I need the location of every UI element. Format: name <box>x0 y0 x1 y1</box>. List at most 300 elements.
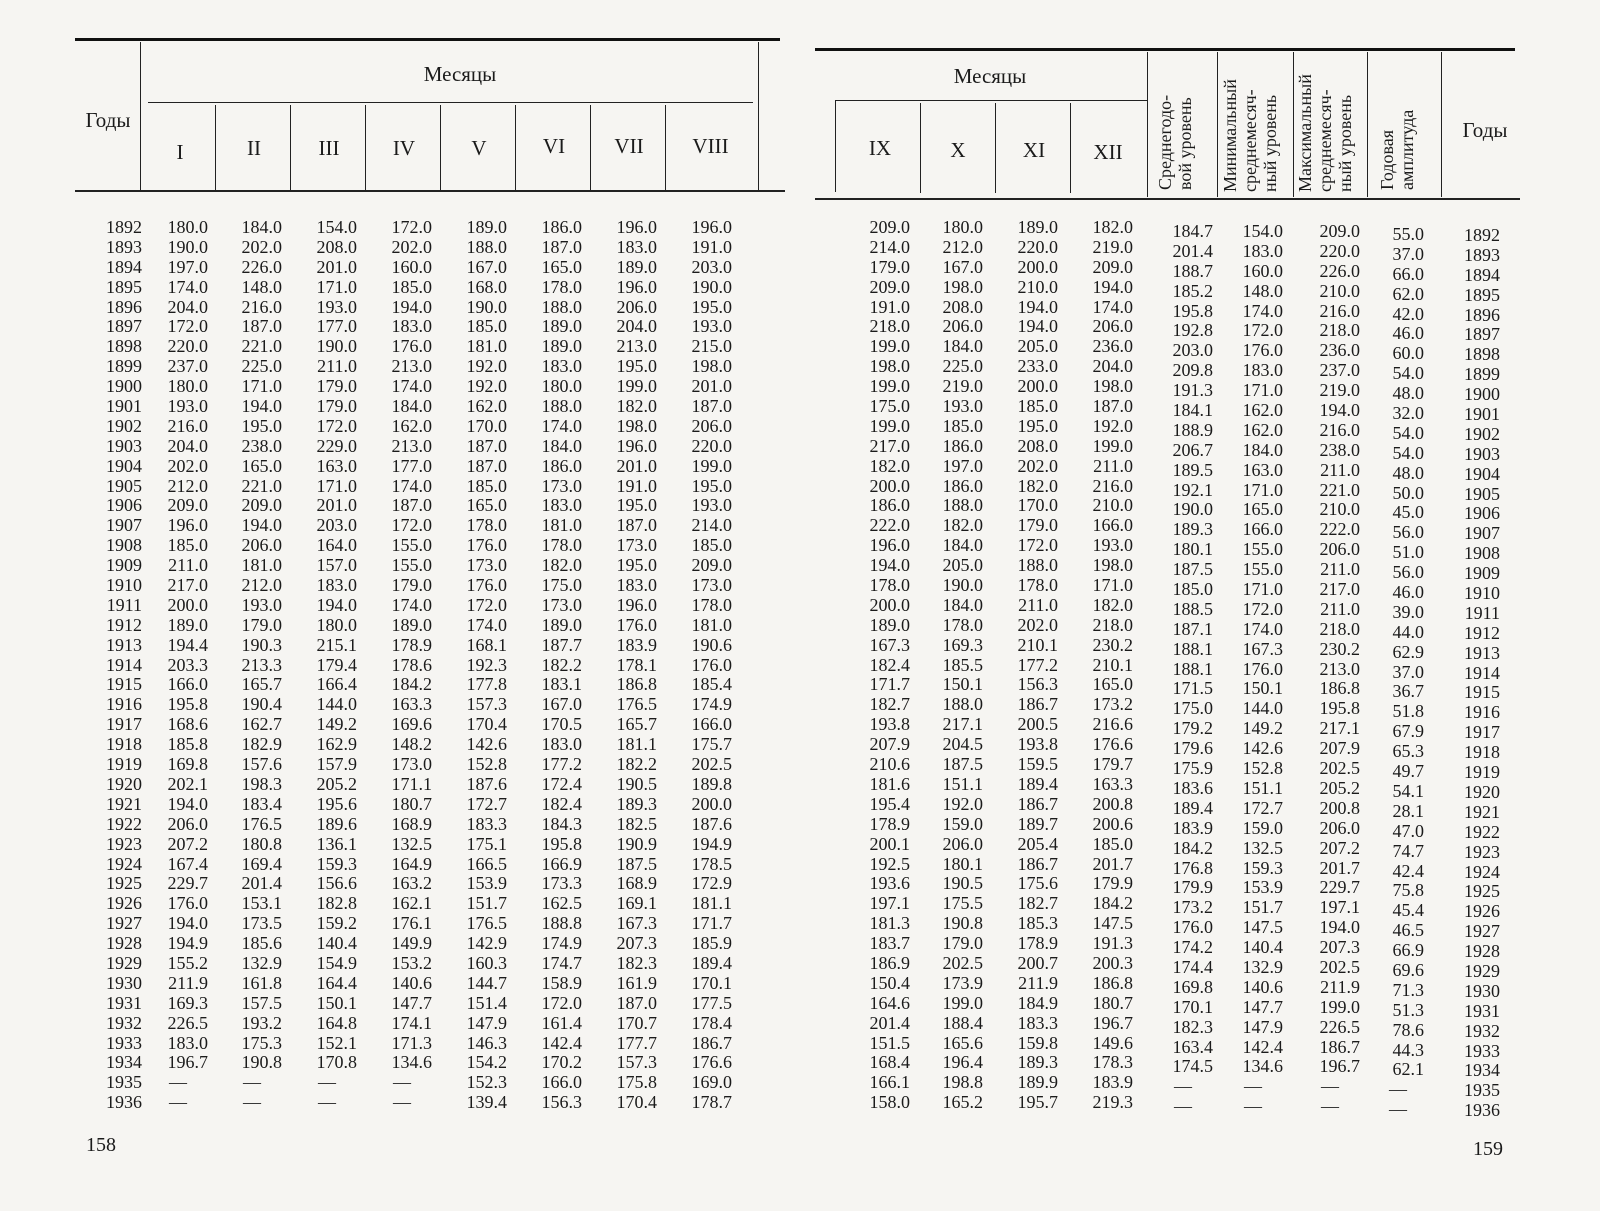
table-cell: 202.1 <box>167 773 208 794</box>
table-cell: 200.5 <box>1017 714 1058 735</box>
table-cell: 207.2 <box>1319 837 1360 858</box>
table-cell: 192.0 <box>1092 415 1133 436</box>
table-cell: 183.0 <box>616 236 657 257</box>
table-cell: 193.0 <box>942 396 983 417</box>
table-cell: 205.4 <box>1017 833 1058 854</box>
month-IV-column <box>372 218 432 1113</box>
table-cell: 211.9 <box>1320 976 1360 997</box>
table-cell: 147.9 <box>466 1012 507 1033</box>
table-cell: 188.0 <box>541 296 582 317</box>
table-cell: 180.8 <box>241 833 282 854</box>
table-cell: 183.0 <box>1242 360 1283 381</box>
table-cell: 230.2 <box>1092 634 1133 655</box>
table-cell: 201.4 <box>1172 240 1213 261</box>
table-cell: 170.5 <box>541 714 582 735</box>
table-cell: 1927 <box>106 913 142 934</box>
max-level-column <box>1300 222 1360 1117</box>
month-II-column <box>222 218 282 1113</box>
table-cell: 193.0 <box>167 396 208 417</box>
table-cell: 217.1 <box>942 714 983 735</box>
table-cell: 180.0 <box>167 217 208 237</box>
table-cell: 213.0 <box>616 336 657 357</box>
table-cell: 179.0 <box>942 933 983 954</box>
table-cell: 171.0 <box>316 475 357 496</box>
table-cell: 187.0 <box>616 515 657 536</box>
table-cell: 1900 <box>106 376 142 397</box>
table-cell: 178.7 <box>691 1092 732 1113</box>
table-cell: 147.5 <box>1242 917 1283 938</box>
table-cell: 173.3 <box>541 873 582 894</box>
table-cell: 197.1 <box>869 893 910 914</box>
table-cell: 198.0 <box>869 356 910 377</box>
table-cell: 191.0 <box>869 296 910 317</box>
table-cell: 179.0 <box>316 376 357 397</box>
table-cell: — <box>243 1072 261 1093</box>
table-cell: 189.3 <box>1017 1052 1058 1073</box>
table-cell: 200.0 <box>1017 376 1058 397</box>
table-cell: 170.4 <box>466 714 507 735</box>
table-cell: 210.1 <box>1017 634 1058 655</box>
table-cell: 168.6 <box>167 714 208 735</box>
table-cell: 171.3 <box>391 1032 432 1053</box>
table-cell: 195.0 <box>691 296 732 317</box>
table-cell: 195.0 <box>616 495 657 516</box>
table-cell: 152.8 <box>1242 758 1283 779</box>
table-cell: 62.1 <box>1392 1059 1424 1080</box>
table-cell: 176.5 <box>616 694 657 715</box>
table-cell: 222.0 <box>1319 519 1360 540</box>
table-cell: 209.0 <box>869 276 910 297</box>
table-cell: 219.0 <box>1319 380 1360 401</box>
table-cell: 199.0 <box>691 455 732 476</box>
header-divider <box>1441 52 1442 197</box>
table-cell: 174.0 <box>1092 296 1133 317</box>
table-cell: 171.7 <box>691 913 732 934</box>
table-cell: 204.0 <box>167 296 208 317</box>
table-cell: 172.7 <box>466 793 507 814</box>
table-cell: 211.9 <box>1018 972 1058 993</box>
years-header: Годы <box>1462 118 1508 142</box>
table-cell: 147.7 <box>1242 996 1283 1017</box>
table-cell: 203.3 <box>167 654 208 675</box>
table-cell: 177.8 <box>466 674 507 695</box>
col-divider <box>665 105 666 190</box>
table-cell: 188.1 <box>1172 638 1213 659</box>
table-cell: 216.0 <box>1319 300 1360 321</box>
table-cell: 192.0 <box>466 356 507 377</box>
table-cell: 173.0 <box>466 555 507 576</box>
table-cell: 181.6 <box>869 773 910 794</box>
table-cell: 156.3 <box>541 1092 582 1113</box>
table-cell: 183.0 <box>541 734 582 755</box>
table-cell: 187.0 <box>391 495 432 516</box>
table-cell: 165.0 <box>541 256 582 277</box>
table-cell: 172.4 <box>541 773 582 794</box>
table-cell: 132.5 <box>1242 837 1283 858</box>
table-cell: 225.0 <box>241 356 282 377</box>
table-cell: 1894 <box>1464 264 1500 285</box>
table-cell: 173.0 <box>541 594 582 615</box>
table-cell: 160.0 <box>391 256 432 277</box>
years-column <box>80 218 142 1113</box>
table-cell: 222.0 <box>869 515 910 536</box>
table-cell: 189.0 <box>541 316 582 337</box>
table-cell: 210.0 <box>1017 276 1058 297</box>
table-cell: 181.1 <box>691 893 732 914</box>
table-cell: 140.4 <box>316 933 357 954</box>
table-cell: 170.8 <box>316 1052 357 1073</box>
table-cell: 134.6 <box>391 1052 432 1073</box>
table-cell: 39.0 <box>1392 601 1424 622</box>
top-rule <box>815 48 1515 51</box>
table-cell: 185.6 <box>241 933 282 954</box>
mean-level-header: Среднегодо- вой уровень <box>1155 94 1195 190</box>
table-cell: 202.0 <box>391 236 432 257</box>
table-cell: — <box>169 1072 187 1093</box>
table-cell: 185.9 <box>691 933 732 954</box>
table-cell: 159.3 <box>316 853 357 874</box>
col-divider <box>440 105 441 190</box>
table-cell: 182.0 <box>869 455 910 476</box>
table-cell: 158.9 <box>541 972 582 993</box>
table-cell: 74.7 <box>1392 840 1424 861</box>
table-cell: 195.8 <box>167 694 208 715</box>
table-cell: 183.9 <box>1172 817 1213 838</box>
table-cell: 185.8 <box>167 734 208 755</box>
month-header-I: I <box>176 140 184 164</box>
table-cell: 185.0 <box>1017 396 1058 417</box>
table-cell: 174.4 <box>1172 956 1213 977</box>
table-cell: 165.0 <box>1242 499 1283 520</box>
table-cell: 1929 <box>106 952 142 973</box>
table-cell: 1927 <box>1464 921 1500 942</box>
table-cell: 172.0 <box>316 415 357 436</box>
table-cell: 192.8 <box>1172 320 1213 341</box>
table-cell: 44.0 <box>1392 621 1424 642</box>
table-cell: 169.3 <box>167 992 208 1013</box>
table-cell: 181.0 <box>691 614 732 635</box>
table-cell: 214.0 <box>869 236 910 257</box>
table-cell: 193.0 <box>316 296 357 317</box>
table-cell: 167.3 <box>616 913 657 934</box>
table-cell: 176.6 <box>1092 734 1133 755</box>
table-cell: 1934 <box>1464 1060 1500 1081</box>
table-cell: 196.0 <box>691 217 732 237</box>
table-cell: 216.0 <box>1319 419 1360 440</box>
month-X-column <box>923 218 983 1113</box>
table-cell: 219.0 <box>942 376 983 397</box>
table-cell: 189.8 <box>691 773 732 794</box>
table-cell: 1909 <box>1464 563 1500 584</box>
table-cell: 206.0 <box>942 316 983 337</box>
month-header-II: II <box>247 136 261 160</box>
table-cell: 187.0 <box>616 992 657 1013</box>
table-cell: 1895 <box>1464 284 1500 305</box>
table-cell: 168.9 <box>391 813 432 834</box>
table-cell: 187.5 <box>942 754 983 775</box>
table-cell: 71.3 <box>1392 979 1424 1000</box>
table-cell: 188.0 <box>942 694 983 715</box>
table-cell: 188.1 <box>1172 658 1213 679</box>
table-cell: 182.4 <box>541 793 582 814</box>
table-cell: 194.9 <box>167 933 208 954</box>
table-cell: 179.9 <box>1092 873 1133 894</box>
table-cell: 195.0 <box>691 475 732 496</box>
table-cell: 189.9 <box>1017 1072 1058 1093</box>
table-cell: 1921 <box>1464 801 1500 822</box>
table-cell: 178.0 <box>691 594 732 615</box>
table-cell: 164.0 <box>316 535 357 556</box>
table-cell: 194.0 <box>869 555 910 576</box>
months-underline <box>835 100 1147 101</box>
month-VIII-column <box>672 218 732 1113</box>
table-cell: 182.7 <box>1017 893 1058 914</box>
table-cell: 160.0 <box>1242 260 1283 281</box>
table-cell: 190.3 <box>241 634 282 655</box>
table-cell: 202.0 <box>167 455 208 476</box>
table-cell: 189.0 <box>1017 217 1058 237</box>
table-cell: 167.4 <box>167 853 208 874</box>
table-cell: 185.0 <box>391 276 432 297</box>
table-cell: 161.4 <box>541 1012 582 1033</box>
table-cell: 200.7 <box>1017 952 1058 973</box>
table-cell: 184.0 <box>1242 439 1283 460</box>
month-header-X: X <box>950 138 966 162</box>
table-cell: 149.6 <box>1092 1032 1133 1053</box>
table-cell: 173.0 <box>391 754 432 775</box>
col-divider <box>1070 103 1071 193</box>
table-cell: 1911 <box>1464 602 1500 623</box>
table-cell: 187.7 <box>541 634 582 655</box>
table-cell: 177.2 <box>541 754 582 775</box>
table-cell: 1919 <box>106 754 142 775</box>
table-cell: 178.1 <box>616 654 657 675</box>
table-cell: 218.0 <box>1319 618 1360 639</box>
table-cell: 217.0 <box>167 575 208 596</box>
table-cell: 195.0 <box>1017 415 1058 436</box>
table-cell: 210.0 <box>1319 499 1360 520</box>
table-cell: 169.4 <box>241 853 282 874</box>
table-cell: 1899 <box>1464 364 1500 385</box>
header-divider <box>140 42 141 192</box>
table-cell: 54.1 <box>1392 780 1424 801</box>
table-cell: 140.4 <box>1242 937 1283 958</box>
table-cell: 179.4 <box>316 654 357 675</box>
table-cell: 159.0 <box>942 813 983 834</box>
table-cell: 46.0 <box>1392 323 1424 344</box>
table-cell: 182.4 <box>869 654 910 675</box>
table-cell: 230.2 <box>1319 638 1360 659</box>
table-cell: 183.6 <box>1172 777 1213 798</box>
table-cell: 213.0 <box>1319 658 1360 679</box>
table-cell: 45.4 <box>1392 900 1424 921</box>
table-cell: 206.0 <box>691 415 732 436</box>
table-cell: 185.2 <box>1172 280 1213 301</box>
table-cell: 148.2 <box>391 734 432 755</box>
months-header: Месяцы <box>423 62 497 86</box>
table-cell: 1909 <box>106 555 142 576</box>
table-cell: 165.0 <box>241 455 282 476</box>
table-cell: 177.0 <box>316 316 357 337</box>
table-cell: 194.0 <box>1092 276 1133 297</box>
table-cell: 169.6 <box>391 714 432 735</box>
table-cell: 1898 <box>1464 344 1500 365</box>
table-cell: 176.5 <box>241 813 282 834</box>
table-cell: 186.7 <box>1017 853 1058 874</box>
table-cell: 1919 <box>1464 762 1500 783</box>
table-cell: 188.9 <box>1172 419 1213 440</box>
table-cell: 194.0 <box>1017 316 1058 337</box>
table-cell: 1930 <box>1464 980 1500 1001</box>
table-cell: 211.9 <box>168 972 208 993</box>
month-III-column <box>297 218 357 1113</box>
table-cell: 206.0 <box>942 833 983 854</box>
table-cell: 151.7 <box>466 893 507 914</box>
table-cell: 183.0 <box>316 575 357 596</box>
mean-level-column <box>1153 222 1213 1117</box>
table-cell: 1935 <box>106 1072 142 1093</box>
table-cell: 176.0 <box>1242 658 1283 679</box>
header-divider <box>1147 52 1148 197</box>
table-cell: 201.0 <box>316 256 357 277</box>
table-cell: 186.0 <box>541 217 582 237</box>
table-cell: 162.0 <box>1242 419 1283 440</box>
table-cell: 209.8 <box>1172 360 1213 381</box>
table-cell: 183.9 <box>616 634 657 655</box>
table-cell: 194.0 <box>1319 917 1360 938</box>
table-cell: 142.4 <box>541 1032 582 1053</box>
page-number: 158 <box>86 1134 116 1156</box>
right-page <box>815 0 1600 1211</box>
table-cell: 37.0 <box>1392 243 1424 264</box>
table-cell: 183.1 <box>541 674 582 695</box>
table-cell: 1907 <box>1464 523 1500 544</box>
table-cell: 147.5 <box>1092 913 1133 934</box>
table-cell: 183.4 <box>241 793 282 814</box>
table-cell: — <box>1244 1096 1262 1117</box>
table-cell: 182.0 <box>1092 594 1133 615</box>
month-I-column <box>148 218 208 1113</box>
table-cell: 186.7 <box>1319 1036 1360 1057</box>
table-cell: 1916 <box>106 694 142 715</box>
table-cell: 199.0 <box>869 376 910 397</box>
table-cell: 173.2 <box>1092 694 1133 715</box>
table-cell: 195.8 <box>1172 300 1213 321</box>
table-cell: 174.0 <box>391 594 432 615</box>
table-cell: 176.0 <box>691 654 732 675</box>
table-cell: 179.0 <box>391 575 432 596</box>
table-cell: 185.4 <box>691 674 732 695</box>
header-divider <box>1217 52 1218 197</box>
table-cell: 200.0 <box>869 475 910 496</box>
table-cell: 139.4 <box>466 1092 507 1113</box>
table-cell: 161.8 <box>241 972 282 993</box>
table-cell: 167.0 <box>541 694 582 715</box>
table-cell: 166.9 <box>541 853 582 874</box>
table-cell: 218.0 <box>1319 320 1360 341</box>
table-cell: 46.0 <box>1392 582 1424 603</box>
table-cell: 140.6 <box>1242 976 1283 997</box>
table-cell: — <box>1389 1079 1407 1100</box>
table-cell: 1892 <box>1464 225 1500 245</box>
month-header-IV: IV <box>392 136 416 160</box>
table-cell: 184.0 <box>942 535 983 556</box>
table-cell: 191.3 <box>1092 933 1133 954</box>
table-cell: 210.0 <box>1092 495 1133 516</box>
table-cell: 55.0 <box>1392 224 1424 244</box>
table-cell: 220.0 <box>691 435 732 456</box>
table-cell: 165.2 <box>942 1092 983 1113</box>
table-cell: 199.0 <box>616 376 657 397</box>
table-cell: 199.0 <box>942 992 983 1013</box>
table-cell: 175.5 <box>942 893 983 914</box>
table-cell: 163.3 <box>391 694 432 715</box>
table-cell: 1898 <box>106 336 142 357</box>
table-cell: 201.7 <box>1319 857 1360 878</box>
table-cell: 175.1 <box>466 833 507 854</box>
table-cell: 180.0 <box>316 614 357 635</box>
table-cell: 170.1 <box>1172 996 1213 1017</box>
table-cell: 189.6 <box>316 813 357 834</box>
table-cell: 179.0 <box>316 396 357 417</box>
col-divider <box>995 103 996 193</box>
years-header: Годы <box>85 108 131 132</box>
month-header-V: V <box>471 136 487 160</box>
table-cell: 199.0 <box>869 336 910 357</box>
table-cell: 174.0 <box>167 276 208 297</box>
table-cell: 182.3 <box>1172 1016 1213 1037</box>
table-cell: 200.8 <box>1092 793 1133 814</box>
table-cell: — <box>318 1072 336 1093</box>
table-cell: 1935 <box>1464 1080 1500 1101</box>
table-cell: 187.6 <box>466 773 507 794</box>
table-cell: 187.0 <box>241 316 282 337</box>
table-cell: 182.0 <box>1092 217 1133 237</box>
table-cell: 196.7 <box>1319 1056 1360 1077</box>
table-cell: 197.0 <box>942 455 983 476</box>
table-cell: 142.4 <box>1242 1036 1283 1057</box>
table-cell: 180.0 <box>167 376 208 397</box>
table-cell: 184.0 <box>391 396 432 417</box>
table-cell: 1917 <box>1464 722 1500 743</box>
table-cell: 203.0 <box>1172 340 1213 361</box>
table-cell: 1897 <box>106 316 142 337</box>
table-cell: 213.0 <box>391 356 432 377</box>
table-cell: 150.1 <box>942 674 983 695</box>
table-cell: 174.0 <box>1242 618 1283 639</box>
table-cell: 162.7 <box>241 714 282 735</box>
table-cell: 149.2 <box>316 714 357 735</box>
table-cell: 200.3 <box>1092 952 1133 973</box>
col-divider <box>590 105 591 190</box>
table-cell: 226.0 <box>1319 260 1360 281</box>
table-cell: 229.7 <box>167 873 208 894</box>
table-cell: 166.4 <box>316 674 357 695</box>
table-cell: 184.0 <box>942 336 983 357</box>
table-cell: 226.5 <box>1319 1016 1360 1037</box>
table-cell: 169.3 <box>942 634 983 655</box>
table-cell: 45.0 <box>1392 502 1424 523</box>
table-cell: 174.0 <box>541 415 582 436</box>
table-cell: 189.0 <box>541 336 582 357</box>
table-cell: 179.0 <box>869 256 910 277</box>
table-cell: 48.0 <box>1392 383 1424 404</box>
table-cell: 157.3 <box>466 694 507 715</box>
col-divider <box>515 105 516 190</box>
table-cell: 194.0 <box>167 913 208 934</box>
table-cell: 170.7 <box>616 1012 657 1033</box>
table-cell: 170.4 <box>616 1092 657 1113</box>
